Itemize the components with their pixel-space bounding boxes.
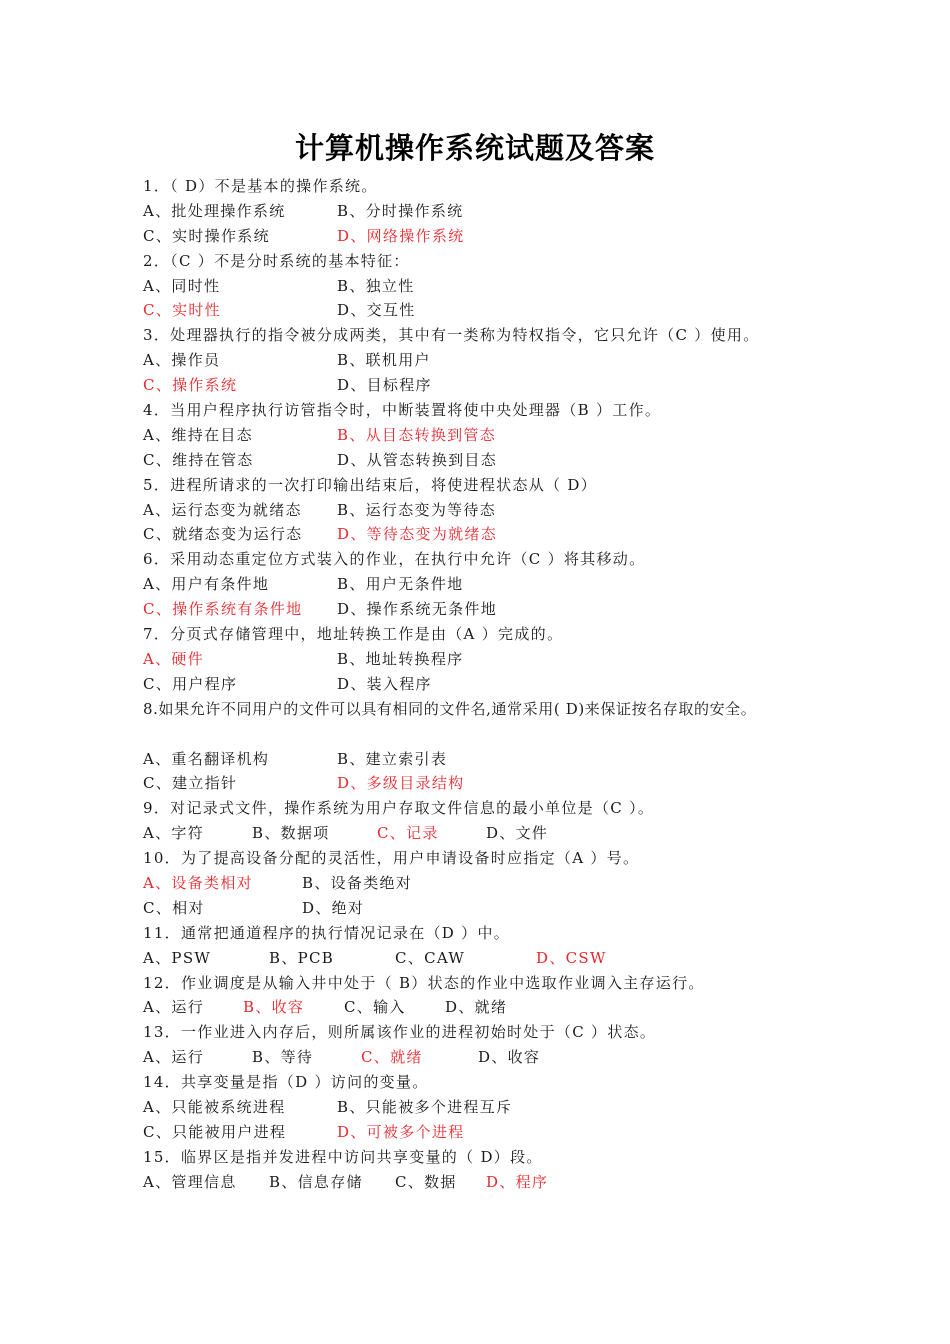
options-row [143, 672, 923, 697]
options-row [143, 572, 923, 597]
option-c: C、相对 [143, 898, 205, 917]
question-13: 13．一作业进入内存后，则所属该作业的进程初始时处于（C ）状态。 [143, 1023, 657, 1042]
question-8: 8.如果允许不同用户的文件可以具有相同的文件名,通常采用( D)来保证按名存取的安全。 [143, 699, 757, 718]
option-a: A、操作员 [143, 351, 221, 370]
option-a: A、同时性 [143, 276, 221, 295]
options-row [143, 1045, 923, 1070]
option-a-answer: A、设备类相对 [143, 873, 253, 892]
option-b: B、分时操作系统 [337, 201, 464, 220]
option-c-answer: C、实时性 [143, 301, 221, 320]
options-row [143, 1095, 923, 1120]
option-c: C、数据 [395, 1172, 457, 1191]
option-a: A、重名翻译机构 [143, 749, 270, 768]
option-b: B、建立索引表 [337, 749, 448, 768]
option-b: B、等待 [252, 1048, 314, 1067]
option-c: C、CAW [395, 948, 466, 967]
options-row [143, 747, 923, 772]
option-d: D、交互性 [337, 301, 416, 320]
option-b: B、信息存储 [269, 1172, 363, 1191]
option-a-answer: A、硬件 [143, 649, 205, 668]
option-b: B、用户无条件地 [337, 575, 464, 594]
option-a: A、用户有条件地 [143, 575, 270, 594]
options-row [143, 821, 923, 846]
options-row [143, 423, 923, 448]
options-row [143, 199, 923, 224]
question-4: 4．当用户程序执行访管指令时，中断装置将使中央处理器（B ）工作。 [143, 401, 662, 420]
options-row [143, 597, 923, 622]
option-d: D、就绪 [445, 998, 508, 1017]
question-11: 11．通常把通道程序的执行情况记录在（D ）中。 [143, 923, 511, 942]
option-c: C、实时操作系统 [143, 226, 270, 245]
question-10: 10．为了提高设备分配的灵活性，用户申请设备时应指定（A ）号。 [143, 849, 640, 868]
option-c-answer: C、操作系统 [143, 376, 238, 395]
options-row [143, 1120, 923, 1145]
option-c-answer: C、就绪 [361, 1048, 423, 1067]
options-row [143, 448, 923, 473]
option-d: D、从管态转换到目态 [337, 450, 498, 469]
option-c: C、就绪态变为运行态 [143, 525, 303, 544]
options-row [143, 896, 923, 921]
option-b-answer: B、从目态转换到管态 [337, 425, 497, 444]
options-row [143, 771, 923, 796]
option-a: A、批处理操作系统 [143, 201, 286, 220]
option-d-answer: D、可被多个进程 [337, 1122, 465, 1141]
question-15: 15．临界区是指并发进程中访问共享变量的（ D）段。 [143, 1147, 543, 1166]
question-12: 12．作业调度是从输入井中处于（ B）状态的作业中选取作业调入主存运行。 [143, 973, 705, 992]
question-1: 1．（ D）不是基本的操作系统。 [143, 177, 378, 195]
option-b: B、PCB [269, 948, 335, 967]
options-row [143, 373, 923, 398]
option-d-answer: D、等待态变为就绪态 [337, 525, 498, 544]
option-c: C、建立指针 [143, 774, 238, 793]
option-a: A、维持在目态 [143, 425, 253, 444]
option-a: A、只能被系统进程 [143, 1097, 286, 1116]
option-c-answer: C、记录 [377, 824, 439, 843]
options-row [143, 871, 923, 896]
option-a: A、字符 [143, 824, 205, 843]
question-3: 3．处理器执行的指令被分成两类，其中有一类称为特权指令，它只允许（C ）使用。 [143, 326, 760, 345]
document-title: 计算机操作系统试题及答案 [294, 131, 655, 165]
options-row [143, 348, 923, 373]
option-d: D、绝对 [302, 898, 365, 917]
question-2: 2．（C ）不是分时系统的基本特征： [143, 251, 410, 270]
question-7: 7．分页式存储管理中，地址转换工作是由（A ）完成的。 [143, 625, 564, 644]
question-list [143, 174, 923, 1195]
question-6: 6．采用动态重定位方式装入的作业，在执行中允许（C ）将其移动。 [143, 550, 646, 569]
options-row [143, 946, 923, 971]
option-d-answer: D、网络操作系统 [337, 226, 465, 245]
option-a: A、运行态变为就绪态 [143, 500, 302, 519]
option-a: A、PSW [143, 948, 212, 967]
options-row [143, 298, 923, 323]
option-d-answer: D、程序 [486, 1172, 549, 1191]
option-d: D、收容 [478, 1048, 541, 1067]
option-a: A、运行 [143, 1048, 205, 1067]
option-c-answer: C、操作系统有条件地 [143, 600, 303, 619]
option-d: D、操作系统无条件地 [337, 600, 498, 619]
option-b: B、运行态变为等待态 [337, 500, 497, 519]
option-b: B、独立性 [337, 276, 415, 295]
question-9: 9．对记录式文件，操作系统为用户存取文件信息的最小单位是（C ）。 [143, 799, 655, 818]
option-a: A、管理信息 [143, 1172, 237, 1191]
options-row [143, 647, 923, 672]
option-b: B、设备类绝对 [302, 873, 413, 892]
option-c: C、输入 [344, 998, 406, 1017]
options-row [143, 274, 923, 299]
options-row [143, 498, 923, 523]
option-b: B、地址转换程序 [337, 649, 464, 668]
option-d-answer: D、CSW [536, 948, 607, 967]
option-b-answer: B、收容 [243, 998, 305, 1017]
options-row [143, 995, 923, 1020]
options-row [143, 522, 923, 547]
option-d: D、目标程序 [337, 376, 432, 395]
option-b: B、只能被多个进程互斥 [337, 1097, 513, 1116]
question-14: 14．共享变量是指（D ）访问的变量。 [143, 1073, 429, 1092]
option-a: A、运行 [143, 998, 205, 1017]
options-row [143, 1170, 923, 1195]
option-b: B、联机用户 [337, 351, 431, 370]
option-d: D、文件 [486, 824, 549, 843]
option-d: D、装入程序 [337, 674, 432, 693]
option-c: C、用户程序 [143, 674, 238, 693]
option-d-answer: D、多级目录结构 [337, 774, 465, 793]
question-5: 5．进程所请求的一次打印输出结束后，将使进程状态从（ D） [143, 475, 598, 494]
option-c: C、维持在管态 [143, 450, 254, 469]
options-row [143, 224, 923, 249]
option-b: B、数据项 [252, 824, 330, 843]
option-c: C、只能被用户进程 [143, 1122, 287, 1141]
